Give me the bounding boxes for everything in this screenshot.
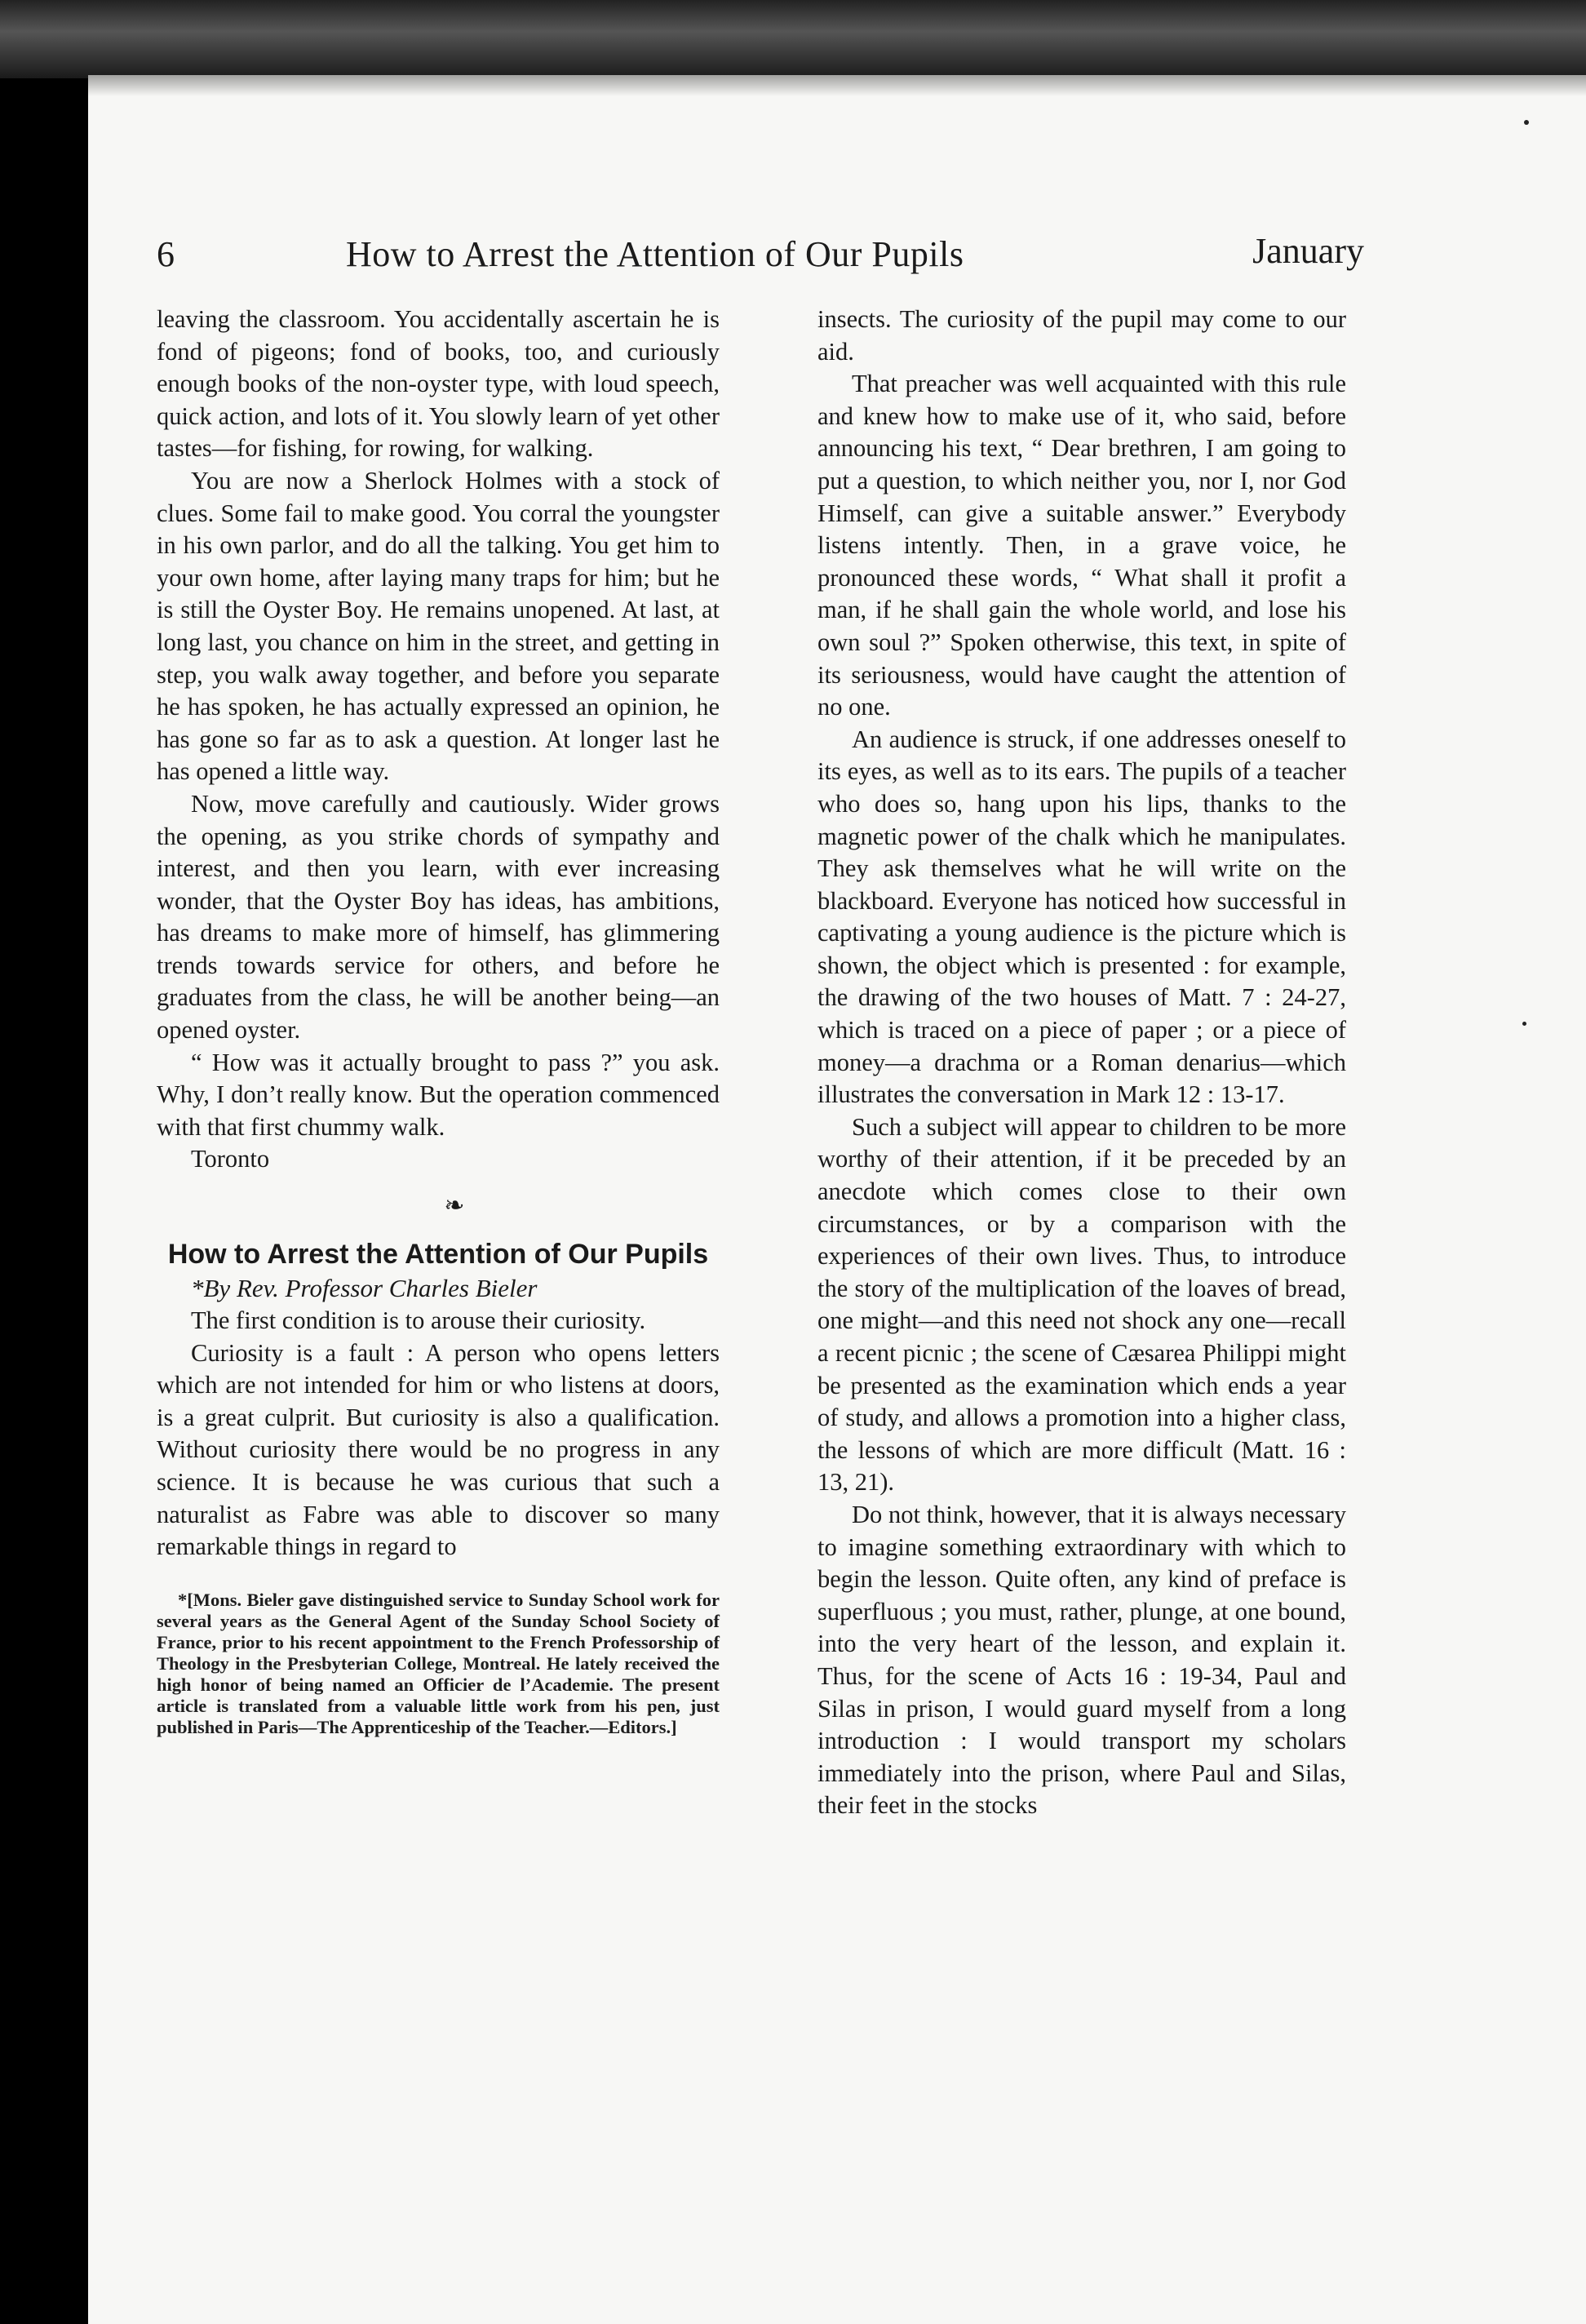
scan-top-edge xyxy=(0,0,1586,78)
scan-speck xyxy=(1522,1022,1526,1026)
page-number: 6 xyxy=(157,234,175,274)
place-signature: Toronto xyxy=(191,1145,270,1173)
paragraph: insects. The curiosity of the pupil may come to our aid. xyxy=(817,305,1346,366)
paragraph: An audience is struck, if one addresses oneself to its eyes, as well as to its ears. The pupils of a teacher who does so, hang upon his lips, thanks to the magnetic power of the chalk which he manipulates. They ask themselves what he will write on the blackboard. Everyone has noticed how successful in captivating a young audience is the picture which is shown, the object which is presented : for example, the drawing of the two houses of Matt. 7 : 24-27, which is traced on a piece of paper ; or a piece of money—a drachma or a Roman denarius—which illustrates the conversation in Mark 12 : 13-17. xyxy=(817,725,1346,1109)
right-column xyxy=(817,304,1346,1822)
paragraph: Now, move carefully and cautiously. Wider grows the opening, as you strike chords of sympathy and interest, and then you learn, with ever increasing wonder, that the Oyster Boy has ideas, has ambitions, has dreams to make more of himself, has glimmering trends towards service for others, and before he graduates from the class, he will be another being—an opened oyster. xyxy=(157,789,720,1044)
running-head-title: How to Arrest the Attention of Our Pupils xyxy=(346,234,964,274)
article-byline: *By Rev. Professor Charles Bieler xyxy=(191,1274,538,1303)
paragraph: Do not think, however, that it is always necessary to imagine something extraordinary with which to begin the lesson. Quite often, any kind of preface is superfluous ; you must, rather, plunge, at one bound, into the very heart of the lesson, and explain it. Thus, for the scene of Acts 16 : 19-34, Paul and Silas in prison, I would guard myself from a long introduction : I would transport my scholars immediately into the prison, where Paul and Silas, their feet in the stocks xyxy=(817,1500,1346,1820)
running-head-month: January xyxy=(1252,231,1364,271)
paragraph: Curiosity is a fault : A person who opens letters which are not intended for him or who listens at doors, is a great culprit. But curiosity is also a qualification. Without curiosity there would be no progress in any science. It is because he was curious that such a naturalist as Fabre was able to discover so many remarkable things in regard to xyxy=(157,1338,720,1561)
scan-speck xyxy=(1524,120,1529,125)
paragraph: “ How was it actually brought to pass ?” you ask. Why, I don’t really know. But the operation commenced with that first chummy walk. xyxy=(157,1048,720,1141)
left-column xyxy=(157,304,720,1738)
footnote: *[Mons. Bieler gave distinguished service to Sunday School work for several years as the General Agent of the Sunday School Society of France, prior to his recent appointment to the French Professorship of Theology in the Presbyterian College, Montreal. He lately received the high honor of being named an Officier de l’Academie. The present article is translated from a valuable little work from his pen, just published in Paris—The Apprenticeship of the Teacher.—Editors.] xyxy=(157,1589,720,1737)
paragraph: Such a subject will appear to children to be more worthy of their attention, if it be preceded by an anecdote which comes close to their own circumstances, or by a comparison with the experiences of their own lives. Thus, to introduce the story of the multiplication of the loaves of bread, one might—and this need not shock any one—recall a recent picnic ; the scene of Cæsarea Philippi might be presented as the examination which ends a year of study, and allows a promotion into a higher class, the lessons of which are more difficult (Matt. 16 : 13, 21). xyxy=(817,1112,1346,1497)
running-head xyxy=(157,230,1364,287)
fleuron-ornament-icon: ❧ xyxy=(444,1192,465,1220)
paragraph: leaving the classroom. You accidentally ascertain he is fond of pigeons; fond of books, too, and curiously enough books of the non-oyster type, with loud speech, quick action, and lots of it. You slowly learn of yet other tastes—for fishing, for rowing, for walking. xyxy=(157,305,720,463)
article-title: How to Arrest the Attention of Our Pupils xyxy=(167,1239,709,1271)
page-edge-shadow xyxy=(88,75,1586,96)
paragraph: That preacher was well acquainted with this rule and knew how to make use of it, who said, before announcing his text, “ Dear brethren, I am going to put a question, to which neither you, nor I, nor God Himself, can give a suitable answer.” Everybody listens intently. Then, in a grave voice, he pronounced these words, “ What shall it profit a man, if he shall gain the whole world, and lose his own soul ?” Spoken otherwise, this text, in spite of its seriousness, would have caught the attention of no one. xyxy=(817,370,1346,721)
paragraph: You are now a Sherlock Holmes with a stock of clues. Some fail to make good. You corral the youngster in his own parlor, and do all the talking. You get him to your own home, after laying many traps for him; but he is still the Oyster Boy. He remains unopened. At last, at long last, you chance on him in the street, and getting in step, you walk away together, and before you separate he has spoken, he has actually expressed an opinion, he has gone so far as to ask a question. At longer last he has opened a little way. xyxy=(157,466,720,786)
paragraph: The first condition is to arouse their curiosity. xyxy=(191,1306,646,1335)
